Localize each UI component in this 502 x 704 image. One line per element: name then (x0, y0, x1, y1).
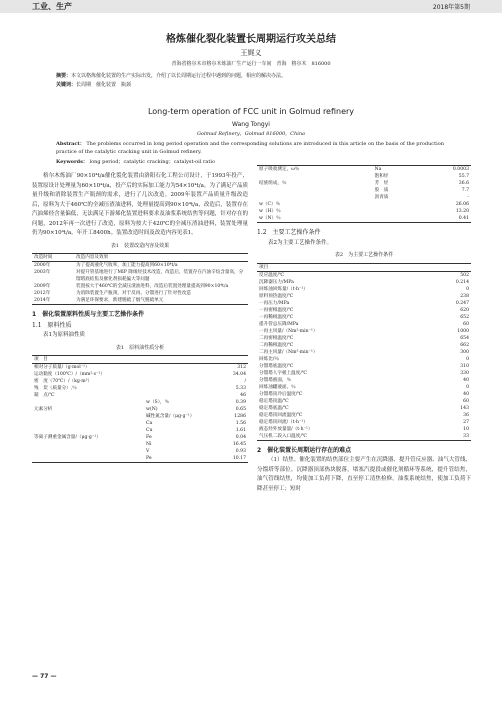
table-row (32, 364, 248, 372)
table-row (32, 427, 248, 434)
table-cell: 沉降器压力/MPa (259, 279, 294, 285)
table-cell: 1286 (234, 414, 246, 419)
table-cell: 一再压力/MPa (259, 300, 290, 306)
table-row (257, 398, 471, 405)
table-cell: 为了提高液化气收率，加工能力提高到60×10⁴t/a (76, 263, 178, 268)
table-cell: 300 (460, 349, 469, 355)
table-cell: 稳定塔底温/℃ (259, 405, 289, 411)
table-cell: 0.65 (235, 407, 246, 412)
table-row (257, 201, 471, 208)
table-cell: 2012年 (34, 291, 51, 296)
table-row (32, 392, 248, 399)
table-row (32, 385, 248, 392)
table-cell: 60 (463, 321, 469, 327)
table-row (257, 412, 471, 419)
table-cell: 运动黏度（100℃）/（mm²·s⁻¹） (34, 372, 105, 377)
table1 (32, 253, 248, 305)
table-row (32, 371, 248, 378)
table-cell: / (244, 379, 246, 384)
table-row (257, 286, 471, 293)
table-cell: 2014年 (34, 298, 51, 303)
table-cell (144, 371, 222, 378)
table-cell: Ca (146, 421, 153, 426)
table-cell (373, 208, 419, 215)
abstract-en-text: The problems occurred in long period operation and the corresponding solutions are introduced in this article on the basis of the production practice of the catalytic cracking unit in Golmud refinery. (56, 141, 444, 155)
title-cn: 格炼催化裂化装置长周期运行攻关总结 (166, 34, 336, 45)
table-cell: 一再主风量/（Nm³·min⁻¹） (259, 328, 318, 334)
intro-paragraph: 格尔木炼油厂90×10⁴t/a催化裂化装置由洛阳石化工程公司设计，于1993年投产，装置原设计处理量为60×10⁴t/a，投产后的实际加工能力为54×10⁴t/a。为了满足产品质量升级和消除装置生产瓶颈的需求，进行了几次改造。2009年装置产品质量升级改造后，原料为大于460℃的全减压渣油进料，处理量提高到90×10⁴t/a，改造后，装置存在汽油烯烃含量偏低，无法满足下游烯化装置进料要求及油浆系统结焦等问题，针对存在的问题，2012年再一次进行了改造，原料为按大于420℃的全减压渣油进料，装置处理量仍为90×10⁴t/a，年开工8400h。装置改造时间及改造内容见表1。 (32, 173, 248, 236)
table-cell: 胶 质 (374, 188, 389, 193)
table-row (32, 413, 248, 420)
table-cell: 0 (466, 356, 469, 362)
table-row (257, 215, 471, 223)
table-cell: 沥青质 (374, 195, 389, 200)
table-cell: 55.7 (458, 174, 469, 179)
table-cell: Pe (146, 456, 152, 461)
table-cell (144, 392, 222, 399)
table-cell: 26.06 (455, 202, 469, 207)
table-row (257, 426, 471, 433)
table-cell: 二再稀相温度/℃ (259, 342, 294, 348)
table-cell: w(N) (146, 407, 158, 412)
table-cell: 气压机二段入口温度/℃ (259, 433, 308, 439)
table-cell: 原料预热温度/℃ (259, 293, 294, 299)
table-cell: 为满足环保要求，新建脱硫了烟气脱硫单元 (76, 298, 164, 303)
table-cell (373, 215, 419, 223)
table-cell: 7.7 (461, 188, 469, 193)
table-cell: 33 (463, 433, 469, 439)
table-cell: w（H）％ (259, 209, 281, 214)
table-cell: 662 (460, 342, 469, 348)
table-cell: 330 (460, 370, 469, 376)
table-row (257, 335, 471, 342)
table-cell: 回炼油罐液面，％ (259, 384, 296, 390)
table-row (32, 262, 248, 270)
table1-header: 改造时间 (32, 254, 74, 262)
table-cell (257, 194, 373, 201)
table-cell (32, 455, 144, 463)
table-cell: 分馏塔顶冷后温度/℃ (259, 391, 303, 397)
table-cell: 二再密相温度/℃ (259, 335, 294, 341)
sub12-heading: 1.2 主要工艺操作条件 (257, 229, 321, 236)
table-cell: 2009年 (34, 284, 51, 289)
author-cn: 王娓义 (240, 49, 262, 57)
table-cell: 0 (466, 384, 469, 390)
table-cell: 652 (460, 314, 469, 320)
table-row (257, 180, 471, 187)
table-cell: 凝 点/℃ (34, 393, 55, 398)
table-cell: 10.17 (232, 456, 246, 461)
table-cell: 654 (460, 335, 469, 341)
table-cell: 结族组成，％ (259, 181, 287, 186)
table-cell: 提升管总压降/MPa (259, 321, 299, 327)
table-cell: 密 度（70℃）/（kg·m³） (34, 379, 93, 384)
table-row (257, 321, 471, 328)
title-en: Long-term operation of FCC unit in Golmud refinery (147, 107, 355, 116)
table-cell (144, 378, 222, 385)
affiliation-en: Golmud Refinery，Golmud 816000，China (196, 131, 306, 137)
table-cell: 回炼比/％ (259, 356, 279, 362)
sub11-text: 表1为原料油性质 (43, 332, 85, 338)
table-cell: 稳定塔顶回流温度/℃ (259, 412, 303, 418)
table-row (257, 293, 471, 300)
table-row (257, 300, 471, 307)
table-row (257, 166, 471, 174)
table-cell: w（S），％ (146, 400, 170, 405)
table-cell: 0.93 (235, 449, 246, 454)
table-cell: 620 (460, 307, 469, 313)
table-cell: 238 (460, 293, 469, 299)
table-cell: 原子吸收测定，ω％ (259, 167, 300, 172)
table-cell: 残 炭（质量分）,％ (34, 386, 77, 391)
table-cell: 分馏塔底温度/℃ (259, 363, 294, 369)
table-row (257, 433, 471, 441)
keywords-en-text: long period；catalytic cracking；catalyst-oil ratio (89, 159, 215, 165)
keywords-en-label: Keywords： (56, 159, 88, 165)
table-cell (144, 364, 222, 372)
left-column (32, 172, 248, 463)
table3 (257, 263, 471, 441)
table-cell: Na (374, 167, 382, 172)
author-en: Wang Tongyi (232, 121, 270, 128)
table-cell: 0.214 (455, 279, 469, 285)
table-row (257, 307, 471, 314)
table-row (257, 173, 471, 180)
table-row (257, 271, 471, 279)
table-cell (32, 448, 144, 455)
table-cell: 27 (463, 419, 469, 425)
page-header (0, 0, 502, 13)
table-row (257, 405, 471, 412)
table-cell: 143 (460, 405, 469, 411)
table-cell: 310 (460, 363, 469, 369)
table-cell: 40 (463, 391, 469, 397)
table-cell: - (467, 195, 469, 200)
sub11-heading: 1.1 原料性质 (32, 321, 72, 329)
abstract-en-label: Abstract： (56, 141, 85, 147)
keywords-cn-text: 长周期 催化装置 瓶颈 (76, 82, 132, 88)
table-row (257, 377, 471, 384)
table-cell: 碱性氮含量/（μg·g⁻¹） (146, 414, 195, 419)
table3-caption: 表2 为主要工艺操作条件 (334, 252, 394, 258)
table-cell: Ni (146, 442, 152, 447)
sub12-text: 表2为主要工艺操作条件。 (268, 239, 333, 246)
table-cell: 5.33 (235, 386, 246, 391)
table-cell (373, 201, 419, 208)
table-cell: 分馏塔人字板上温度/℃ (259, 370, 308, 376)
table-cell: w（C）％ (259, 202, 281, 207)
table-cell: Cu (146, 428, 153, 433)
table-cell: 36 (463, 412, 469, 418)
abstract-cn (56, 72, 446, 80)
abstract-cn-label: 摘要： (56, 73, 72, 79)
table-cell (32, 413, 144, 420)
table-cell: 0.04 (235, 435, 246, 440)
table-row (32, 406, 248, 413)
table-cell: 46 (240, 393, 246, 398)
section2-paragraph: （1）结焦。催化装置的结焦部位主要产生在沉降器、提升管反应器、油气大管线、分馏塔等部位。沉降器顶部热块脱落，堵塞汽提段或催化剂循环等系统，提升管结焦，油气管线结焦，均使加工负荷下降，直至停工清焦检修。油浆系统结焦，使加工负荷下降甚至停工；短时 (257, 457, 471, 492)
table-cell: 芳 烃 (374, 181, 389, 186)
table-cell (32, 399, 144, 406)
table-cell: 13.20 (455, 209, 469, 214)
table-cell: 1.61 (235, 428, 246, 433)
table-row (257, 384, 471, 391)
table-row (32, 455, 248, 463)
table-row (257, 279, 471, 286)
abstract-cn-text: 本文以格炼催化装置的生产实际出发，介绍了以长周期运行过程中遇到的问题，相应的解决办法。 (71, 73, 287, 79)
table-cell: 对提升管基地进行了MIP 降烯烃技术改造，改造后，装置存在汽油辛烷含量高，分馏塔底结焦及催化剂损耗偏大等问题 (76, 270, 244, 282)
table-cell (32, 427, 144, 434)
table-cell: 40 (463, 377, 469, 383)
table-cell (144, 385, 222, 392)
table-cell: V (146, 449, 150, 454)
table-cell (32, 420, 144, 427)
table-row (257, 349, 471, 356)
table-row (257, 356, 471, 363)
table1-header: 改造内容及效果 (74, 254, 248, 262)
affiliation-cn: 青海省格尔木市格尔木炼油厂生产运行一车间 青海 格尔木 816000 (171, 61, 331, 67)
page-number: — 77 — (32, 673, 57, 680)
table-cell: 稳定塔顶温/℃ (259, 398, 289, 404)
issue-label: 2018年第5期 (432, 4, 470, 11)
table-cell: 502 (460, 272, 469, 278)
table-row (257, 342, 471, 349)
table-row (32, 290, 248, 297)
table-row (257, 391, 471, 398)
section2-heading: 2 催化装置长周期运行存在的难点 (257, 446, 352, 454)
table-cell (257, 187, 373, 194)
table-cell: 一再密相温度/℃ (259, 307, 294, 313)
table-cell: 回炼油回炼量/（t·h⁻¹） (259, 286, 308, 292)
table-cell: 34.04 (232, 372, 246, 377)
table-row (32, 378, 248, 385)
table-row (257, 419, 471, 426)
table-row (257, 363, 471, 370)
table-cell: 2003年 (34, 270, 51, 275)
table-cell: 0.41 (458, 216, 469, 221)
table-cell: 液态烃外放量量/（t·h⁻¹） (259, 426, 313, 432)
table-row (257, 370, 471, 377)
table-cell: 分馏塔液面，％ (259, 377, 292, 383)
table-cell (257, 173, 373, 180)
table-cell: Fe (146, 435, 152, 440)
table-cell: 36.6 (458, 181, 469, 186)
journal-section: 工业、生产 (32, 2, 72, 11)
table-cell: 2000年 (34, 263, 51, 268)
table-row (257, 314, 471, 321)
table-cell: w（N）％ (259, 216, 281, 221)
table-cell: 0 (466, 286, 469, 292)
table-cell: 为消除装置生产瓶颈，对于反再、分馏进行了针对性改造 (76, 291, 191, 296)
table-cell: 装置按大于460℃的全减压渣油进料，改造后装置处理量提高到90×10⁴t/a (76, 284, 229, 289)
table-cell: 16.45 (232, 442, 246, 447)
table-row (32, 434, 248, 441)
table-cell: 10 (463, 426, 469, 432)
table2-continued (257, 165, 471, 223)
table-row (32, 448, 248, 455)
section1-heading: 1 催化装置原料性质与主要工艺操作条件 (32, 311, 145, 318)
table-row (32, 269, 248, 283)
table-row (257, 328, 471, 335)
keywords-cn (56, 81, 446, 89)
right-column (257, 165, 471, 494)
table-cell: 饱和烃 (374, 174, 389, 179)
table-cell: 1.56 (235, 421, 246, 426)
table-cell: 二再主风量/（Nm³·min⁻¹） (259, 349, 318, 355)
table-cell: 元素分析 (34, 407, 53, 412)
table-cell: 稳定塔顶回流/（t·h⁻¹） (259, 419, 308, 425)
table-cell: 反应温度/℃ (259, 272, 285, 278)
table2-caption: 表1 原料油性质分析 (115, 344, 165, 351)
table-row (257, 208, 471, 215)
table-row (32, 297, 248, 305)
keywords-cn-label: 关键词： (56, 82, 77, 88)
table-cell: 0.247 (455, 300, 469, 306)
table-row (32, 399, 248, 406)
table-row (32, 441, 248, 448)
table-cell (32, 441, 144, 448)
table-row (257, 187, 471, 194)
table-row (32, 420, 248, 427)
table-cell: 312 (237, 365, 246, 370)
table-cell: 等离子测重金属含量/（μg·g⁻¹） (34, 435, 101, 440)
table-row (257, 194, 471, 201)
table2-header: 项 目 (32, 356, 144, 364)
table-cell: 相对分子质量/（g·mol⁻¹） (34, 365, 90, 370)
abstract-en (56, 140, 450, 156)
table-cell: 0.39 (235, 400, 246, 405)
table-row (32, 283, 248, 290)
table-cell: 60 (463, 398, 469, 404)
table3-header: 项目 (257, 263, 425, 271)
table-cell: 1000 (457, 328, 469, 334)
table-cell: 0.0003 (452, 167, 469, 172)
table2 (32, 355, 248, 463)
table-cell: 一再稀相温度/℃ (259, 314, 294, 320)
table1-caption: 表1 装置改造内容及效果 (110, 242, 170, 249)
